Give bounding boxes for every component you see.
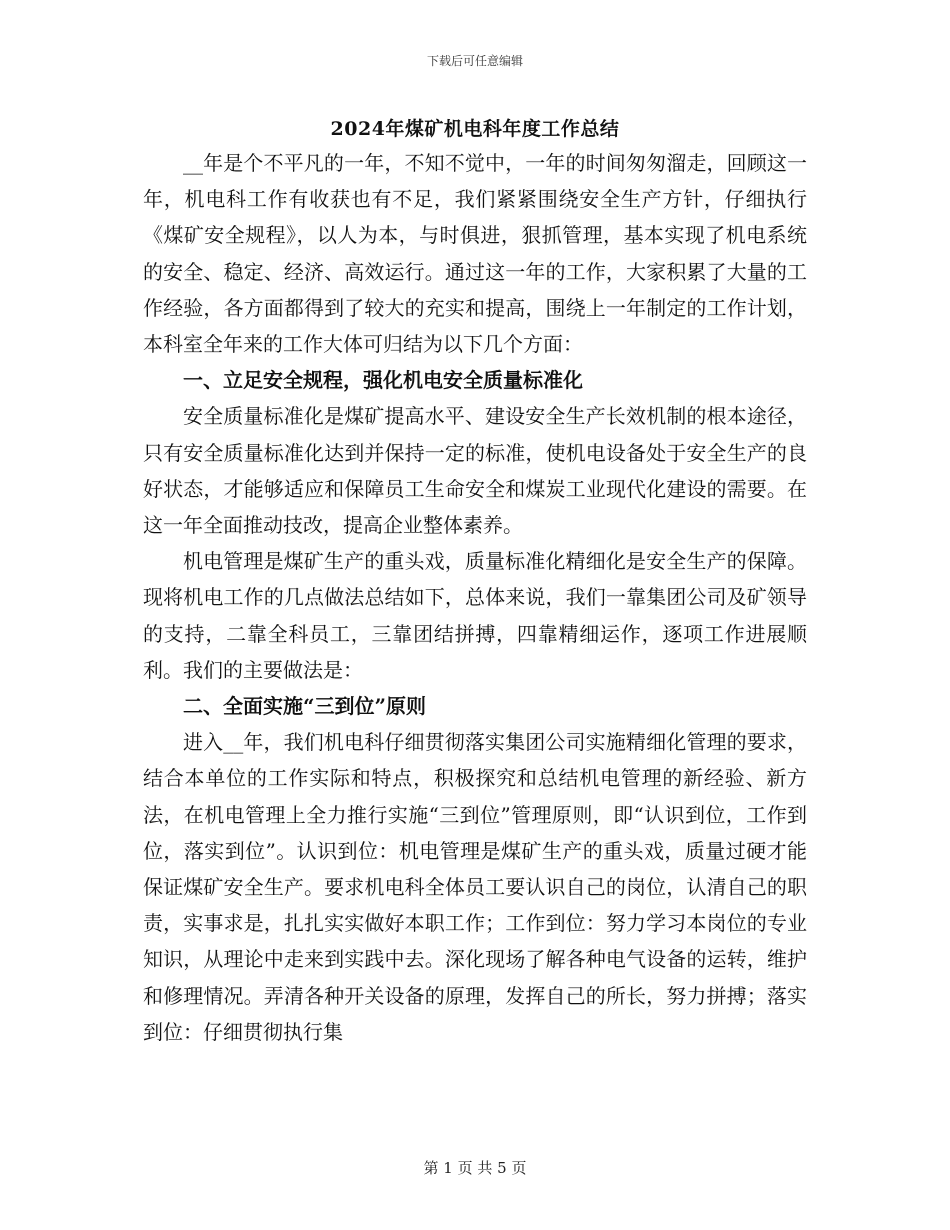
intro-paragraph: __年是个不平凡的一年，不知不觉中，一年的时间匆匆溜走，回顾这一年，机电科工作有收获也有不足，我们紧紧围绕安全生产方针，仔细执行《煤矿安全规程》，以人为本，与时俱进，狠抓管理，基本实现了机电系统的安全、稳定、经济、高效运行。通过这一年的工作，大家积累了大量的工作经验，各方面都得到了较大的充实和提高，围绕上一年制定的工作计划，本科室全年来的工作大体可归结为以下几个方面： xyxy=(143,151,807,357)
page-header-note: 下载后可任意编辑 xyxy=(426,54,523,68)
document-body xyxy=(143,145,807,1050)
section-1-paragraph-2: 机电管理是煤矿生产的重头戏，质量标准化精细化是安全生产的保障。现将机电工作的几点做法总结如下，总体来说，我们一靠集团公司及矿领导的支持，二靠全科员工，三靠团结拼搏，四靠精细运作，逐项工作进展顺利。我们的主要做法是： xyxy=(143,549,807,682)
section-1-paragraph-1: 安全质量标准化是煤矿提高水平、建设安全生产长效机制的根本途径，只有安全质量标准化达到并保持一定的标准，使机电设备处于安全生产的良好状态，才能够适应和保障员工生命安全和煤炭工业现代化建设的需要。在这一年全面推动技改，提高企业整体素养。 xyxy=(143,404,807,538)
page-number-footer: 第 1 页 共 5 页 xyxy=(423,1159,527,1177)
section-2-heading: 二、全面实施“三到位”原则 xyxy=(183,694,427,719)
section-2-paragraph-1: 进入__年，我们机电科仔细贯彻落实集团公司实施精细化管理的要求，结合本单位的工作实际和特点，积极探究和总结机电管理的新经验、新方法，在机电管理上全力推行实施“三到位”管理原则，即“认识到位，工作到位，落实到位”。认识到位：机电管理是煤矿生产的重头戏，质量过硬才能保证煤矿安全生产。要求机电科全体员工要认识自己的岗位，认清自己的职责，实事求是，扎扎实实做好本职工作；工作到位：努力学习本岗位的专业知识，从理论中走来到实践中去。深化现场了解各种电气设备的运转，维护和修理情况。弄清各种开关设备的原理，发挥自己的所长，努力拼搏；落实到位：仔细贯彻执行集 xyxy=(143,730,807,1044)
document-title: 2024年煤矿机电科年度工作总结 xyxy=(330,118,620,140)
section-1-heading: 一、立足安全规程，强化机电安全质量标准化 xyxy=(183,368,583,393)
